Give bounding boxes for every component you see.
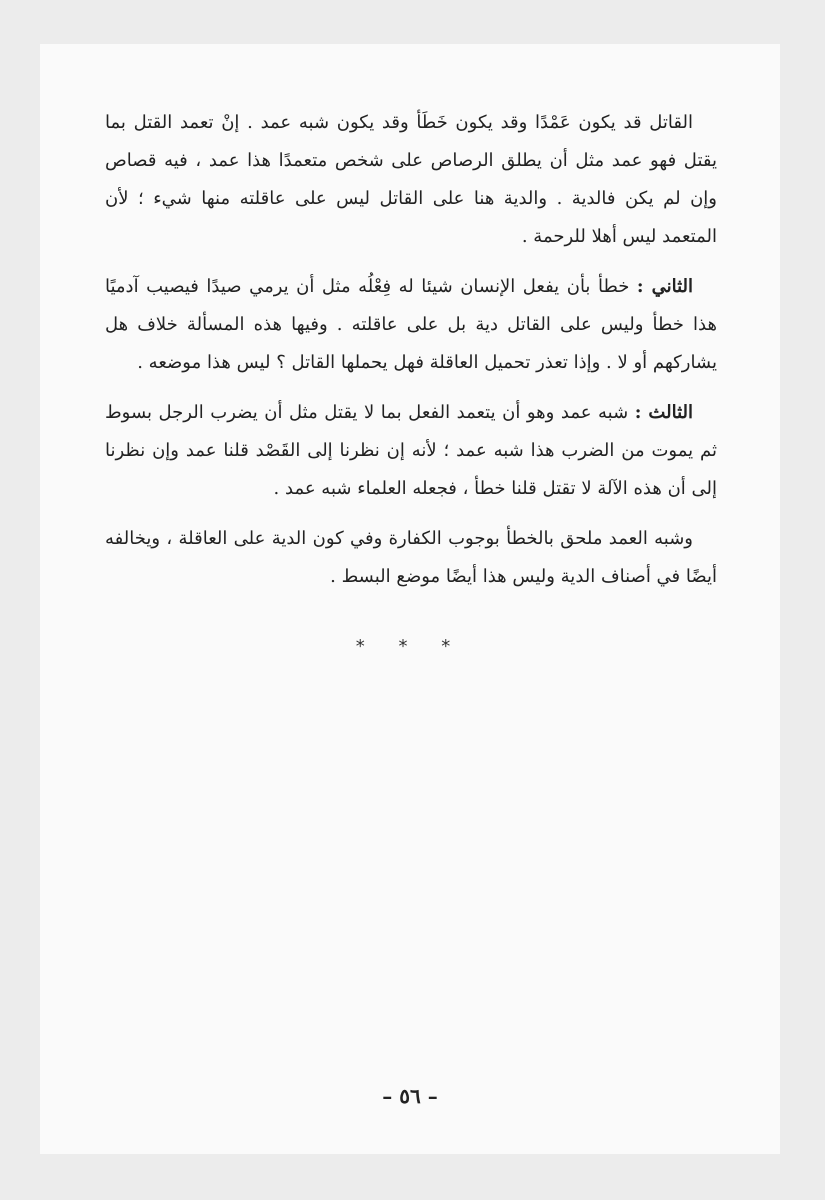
paragraph-text: شبه عمد وهو أن يتعمد الفعل بما لا يقتل مثل أن يضرب الرجل بسوط ثم يموت من الضرب هذا شبه عمد ؛ لأنه إن نظرنا إلى القَصْد قلنا عمد وإن نظرنا إلى أن هذه الآلة لا تقتل قلنا خطأ ، فجعله العلماء شبه عمد . <box>105 402 717 499</box>
paragraph-quasi-intentional <box>105 520 717 596</box>
paragraph-third <box>105 394 717 508</box>
section-separator: * * * <box>355 636 465 657</box>
body-text <box>105 104 717 608</box>
document-page <box>40 44 780 1154</box>
paragraph-intro <box>105 104 717 256</box>
page-number: – ٥٦ – <box>382 1084 438 1108</box>
paragraph-text: القاتل قد يكون عَمْدًا وقد يكون خَطَأ وقد يكون شبه عمد . إنْ تعمد القتل بما يقتل فهو عمد مثل أن يطلق الرصاص على شخص متعمدًا هذا عمد ، فيه قصاص وإن لم يكن فالدية . والدية هنا على القاتل ليس على عاقلته منها شيء ؛ لأن المتعمد ليس أهلا للرحمة . <box>105 112 717 247</box>
paragraph-lead: الثاني : <box>636 276 694 297</box>
paragraph-text: خطأ بأن يفعل الإنسان شيئا له فِعْلُه مثل أن يرمي صيدًا فيصيب آدميًا هذا خطأ وليس على القاتل دية بل على عاقلته . وفيها هذه المسألة خلاف هل يشاركهم أو لا . وإذا تعذر تحميل العاقلة فهل يحملها القاتل ؟ ليس هذا موضعه . <box>105 276 717 373</box>
paragraph-text: وشبه العمد ملحق بالخطأ بوجوب الكفارة وفي كون الدية على العاقلة ، ويخالفه أيضًا في أصناف الدية وليس هذا أيضًا موضع البسط . <box>105 528 717 587</box>
paragraph-lead: الثالث : <box>634 402 693 423</box>
paragraph-second <box>105 268 717 382</box>
